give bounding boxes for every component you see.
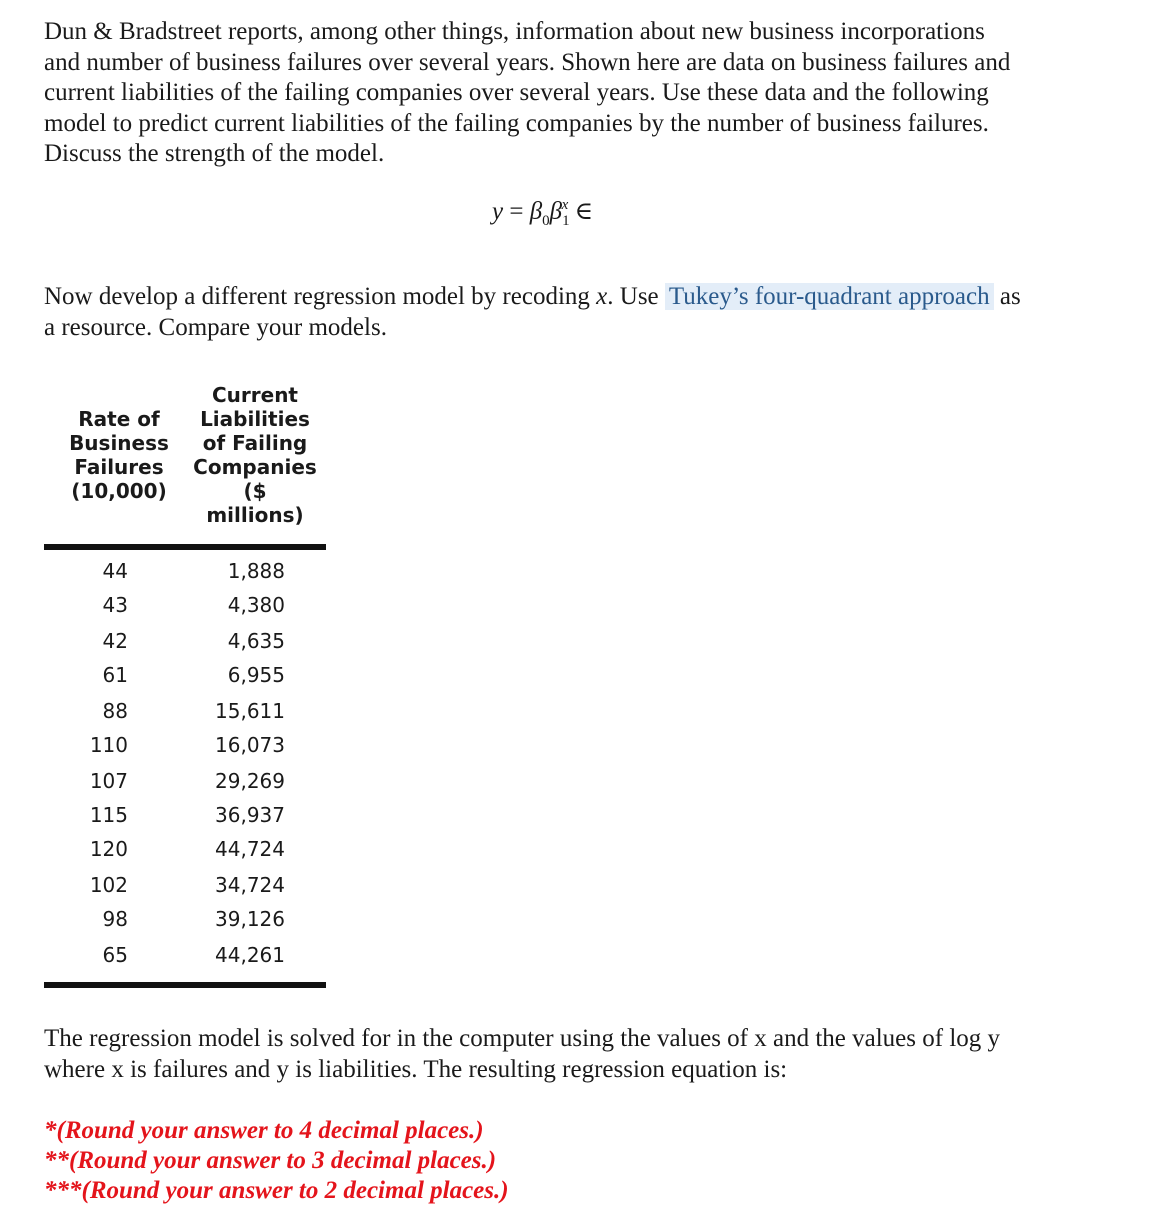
intro-line: and number of business failures over several years. Shown here are data on business failures and	[44, 48, 1011, 76]
header-rate-of-failures	[44, 407, 194, 503]
cell-failures: 44	[102, 559, 128, 583]
table-row	[44, 943, 326, 977]
header-line: ($	[243, 479, 267, 503]
table-row	[44, 733, 326, 767]
cell-liabilities: 1,888	[227, 559, 285, 583]
recode-line-2: a resource. Compare your models.	[44, 313, 387, 341]
table-row	[44, 629, 326, 663]
intro-line: Discuss the strength of the model.	[44, 140, 385, 167]
recode-text: as	[993, 283, 1021, 310]
tukey-link[interactable]: Tukey’s four-quadrant approach	[665, 283, 994, 310]
header-line: of Failing	[202, 431, 308, 455]
intro-line: model to predict current liabilities of the failing companies by the number of business failures.	[44, 109, 989, 137]
cell-failures: 110	[89, 733, 128, 757]
header-line: Failures	[74, 455, 164, 479]
intro-paragraph	[44, 17, 1124, 170]
cell-failures: 88	[102, 699, 128, 723]
cell-liabilities: 15,611	[215, 699, 285, 723]
rounding-note-4dp: *(Round your answer to 4 decimal places.)	[44, 1117, 484, 1144]
cell-liabilities: 29,269	[215, 769, 285, 793]
formula-sub0: 0	[542, 213, 550, 229]
cell-liabilities: 44,261	[215, 943, 285, 967]
cell-liabilities: 39,126	[215, 907, 285, 931]
recode-text: . Use	[607, 283, 665, 310]
intro-line: Dun & Bradstreet reports, among other things, information about new business incorporations	[44, 18, 985, 45]
cell-failures: 65	[102, 943, 128, 967]
header-current-liabilities	[190, 383, 320, 527]
table-row	[44, 907, 326, 941]
formula-error: ∈	[574, 198, 594, 225]
cell-failures: 61	[102, 663, 128, 687]
rounding-note-3dp: **(Round your answer to 3 decimal places.)	[44, 1147, 497, 1174]
solve-paragraph	[44, 1024, 1124, 1085]
cell-failures: 120	[89, 837, 128, 861]
table-top-rule	[44, 544, 326, 550]
cell-liabilities: 36,937	[215, 803, 285, 827]
cell-failures: 115	[89, 803, 128, 827]
formula-exponent: x	[561, 197, 569, 213]
cell-failures: 107	[89, 769, 128, 793]
header-line: (10,000)	[71, 479, 167, 503]
cell-liabilities: 44,724	[215, 837, 285, 861]
table-row	[44, 873, 326, 907]
table-row	[44, 559, 326, 593]
formula-beta0: β	[529, 198, 543, 225]
cell-failures: 43	[102, 593, 128, 617]
recode-paragraph	[44, 282, 1124, 343]
header-line: millions)	[206, 503, 304, 527]
formula-sub1: 1	[562, 213, 570, 229]
recode-variable: x	[596, 283, 608, 310]
recode-line-1	[44, 282, 1124, 313]
cell-failures: 102	[89, 873, 128, 897]
table-row	[44, 769, 326, 803]
cell-liabilities: 34,724	[215, 873, 285, 897]
header-line: Current	[211, 383, 298, 407]
cell-liabilities: 4,635	[227, 629, 285, 653]
header-line: Business	[69, 431, 169, 455]
cell-failures: 42	[102, 629, 128, 653]
table-row	[44, 803, 326, 837]
formula-equals: =	[509, 198, 524, 225]
cell-liabilities: 6,955	[227, 663, 285, 687]
header-line: Liabilities	[200, 407, 310, 431]
header-line: Rate of	[78, 407, 160, 431]
formula-beta1: β	[549, 198, 563, 225]
table-row	[44, 593, 326, 627]
solve-line: The regression model is solved for in the computer using the values of x and the values of log y	[44, 1025, 1001, 1052]
table-row	[44, 837, 326, 871]
formula-lhs: y	[492, 198, 504, 225]
rounding-note-2dp: ***(Round your answer to 2 decimal places.)	[44, 1177, 509, 1204]
cell-liabilities: 16,073	[215, 733, 285, 757]
table-bottom-rule	[44, 982, 326, 988]
table-row	[44, 663, 326, 697]
model-formula	[492, 196, 594, 229]
solve-line: where x is failures and y is liabilities. The resulting regression equation is:	[44, 1055, 788, 1083]
header-line: Companies	[193, 455, 317, 479]
cell-failures: 98	[102, 907, 128, 931]
cell-liabilities: 4,380	[227, 593, 285, 617]
recode-text: Now develop a different regression model by recoding	[44, 283, 597, 310]
intro-line: current liabilities of the failing companies over several years. Use these data and the following	[44, 79, 989, 106]
table-row	[44, 699, 326, 733]
